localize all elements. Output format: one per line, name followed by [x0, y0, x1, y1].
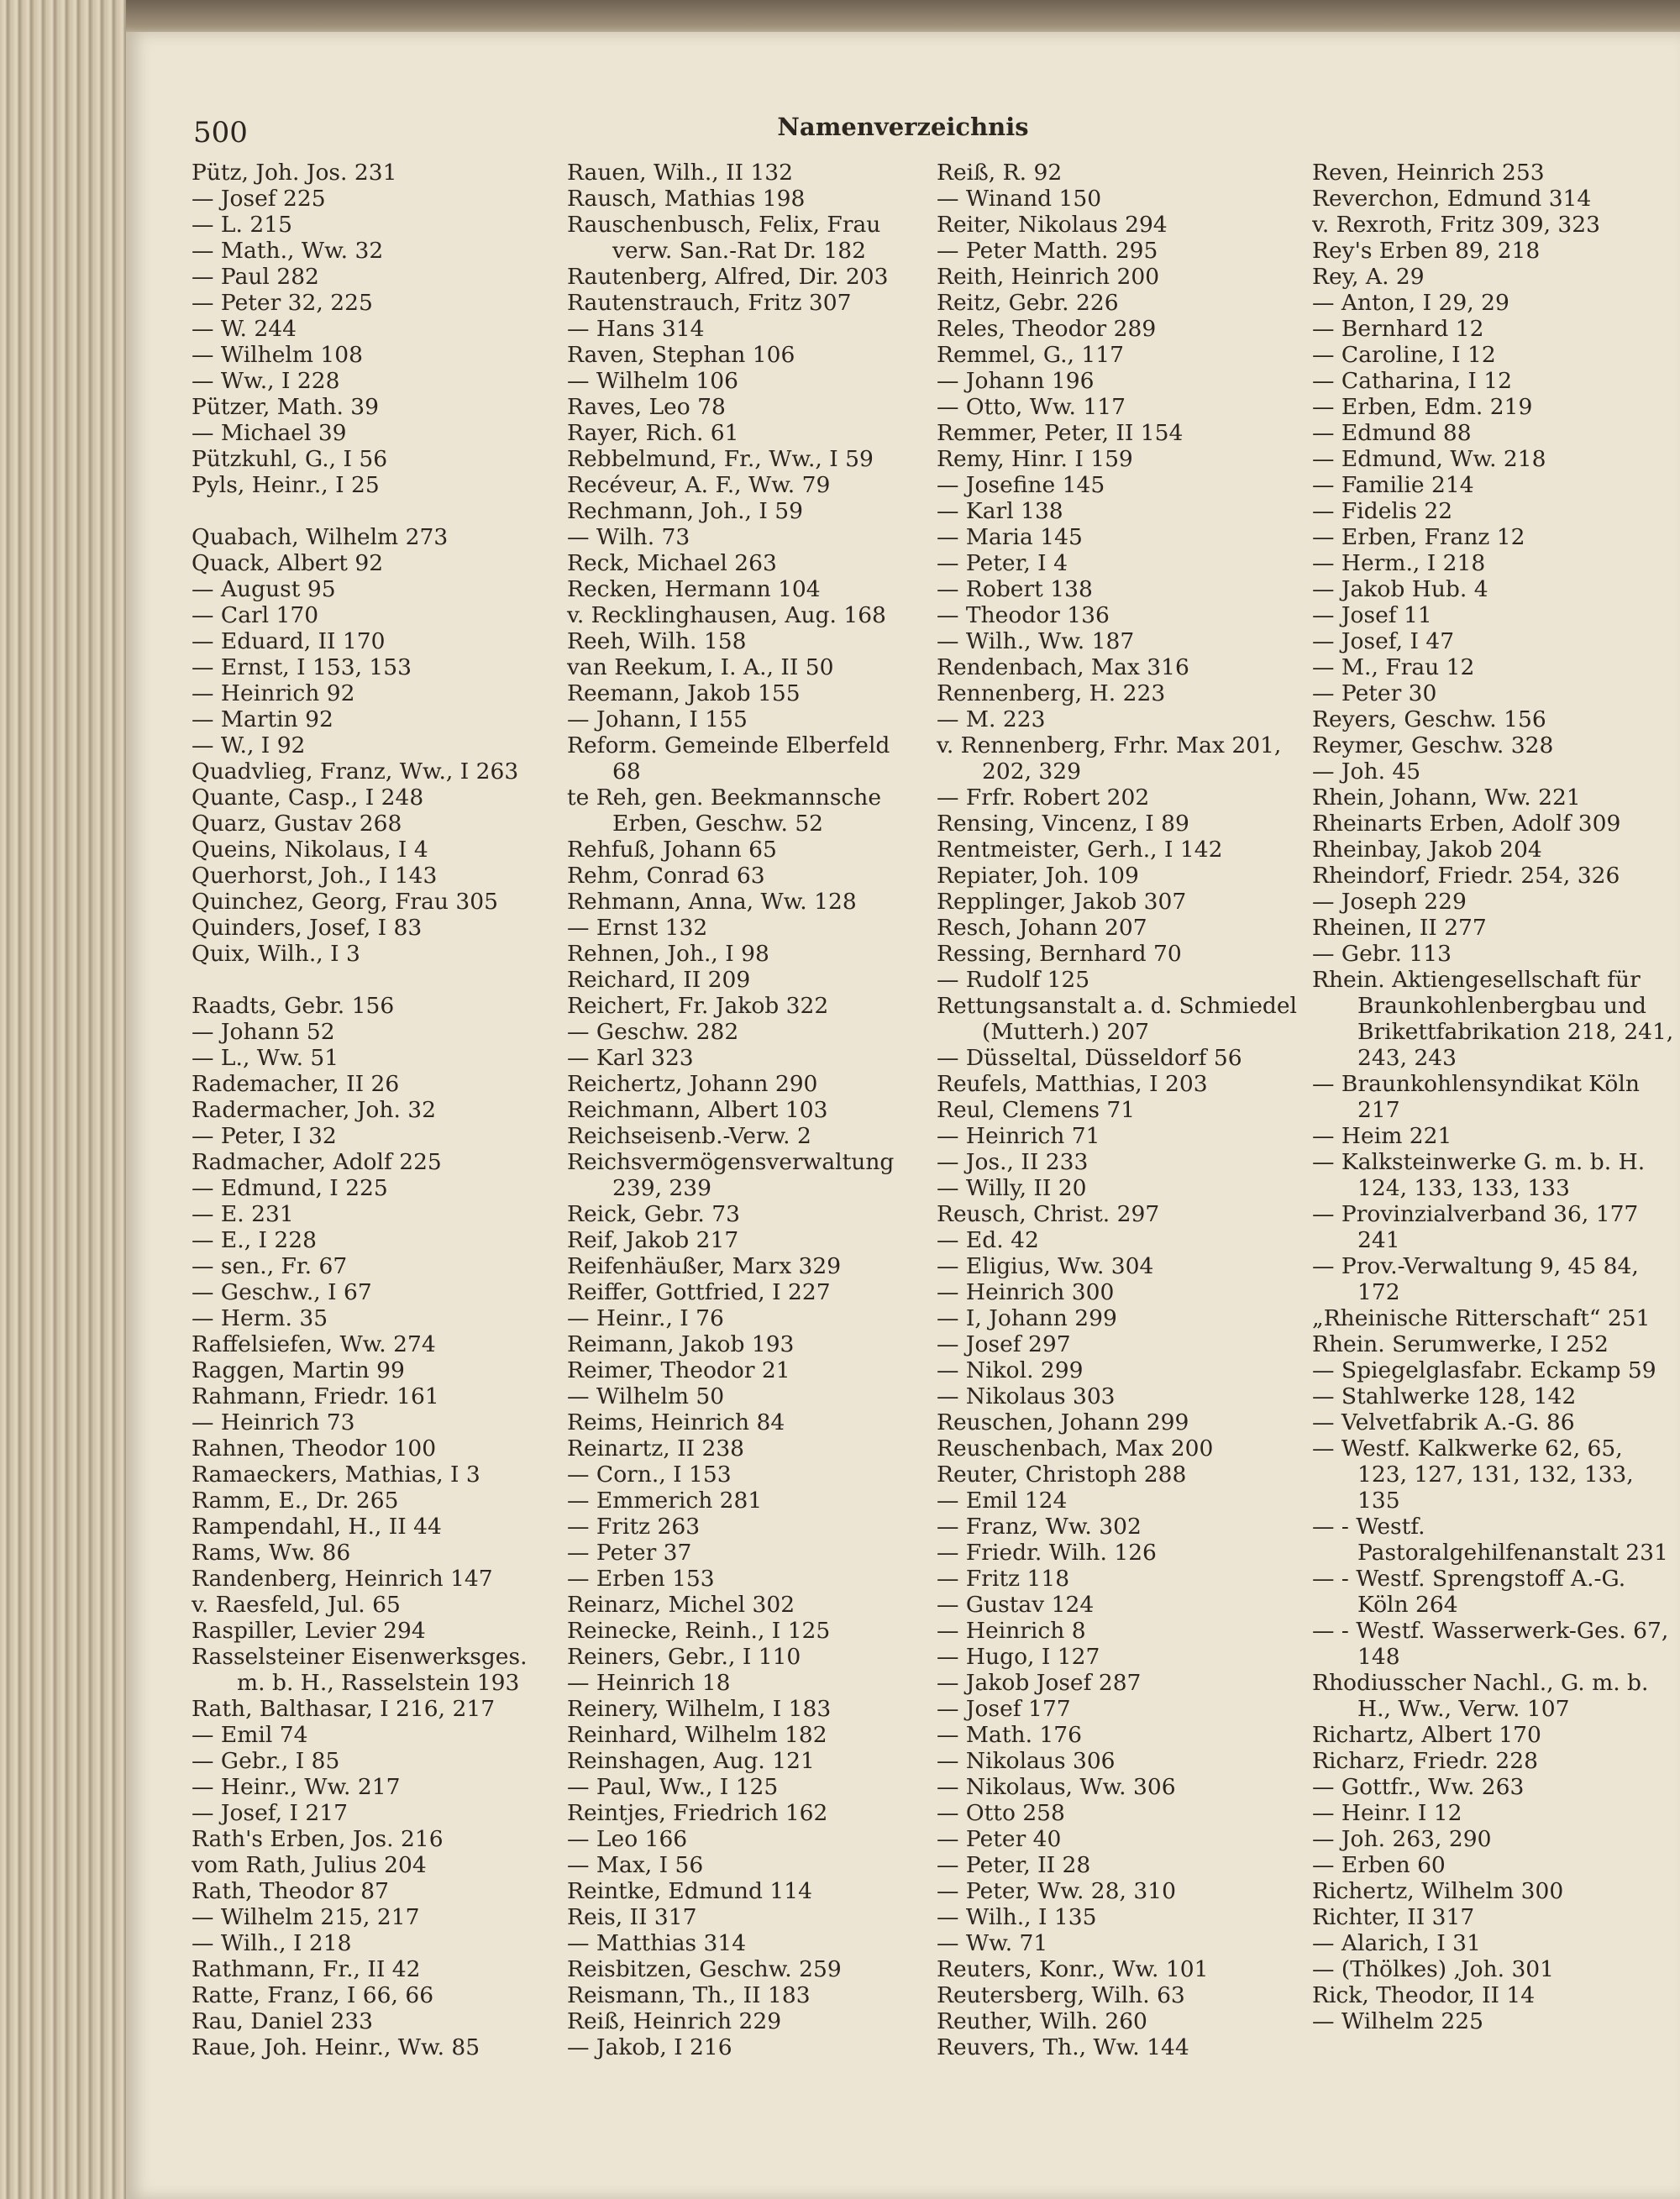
index-entry: — Johann 196	[937, 368, 1095, 394]
index-entry: — Karl 323	[567, 1045, 694, 1071]
index-entry: Reichseisenb.-Verw. 2	[567, 1123, 811, 1149]
index-entry: — Wilh., Ww. 187	[937, 628, 1135, 654]
index-entry: — Spiegelglasfabr. Eckamp 59	[1312, 1357, 1656, 1383]
index-entry: — Karl 138	[937, 498, 1063, 524]
index-entry: — Otto 258	[937, 1800, 1065, 1826]
index-entry: — Heinrich 18	[567, 1670, 731, 1696]
index-entry: Rasselsteiner Eisenwerksges. m. b. H., Rasselstein 193	[192, 1644, 528, 1696]
index-entry: Rheinen, II 277	[1312, 915, 1487, 941]
index-entry: — Fritz 263	[567, 1514, 701, 1540]
index-entry: — Prov.-Verwaltung 9, 45 84, 172	[1312, 1253, 1639, 1305]
index-entry: te Reh, gen. Beekmannsche Erben, Geschw. 52	[567, 785, 882, 837]
index-entry: Queins, Nikolaus, I 4	[192, 837, 428, 863]
index-entry: Reinarz, Michel 302	[567, 1592, 795, 1618]
index-entry: van Reekum, I. A., II 50	[567, 654, 834, 680]
index-entry: Quinders, Josef, I 83	[192, 915, 423, 941]
index-entry: v. Rexroth, Fritz 309, 323	[1312, 212, 1601, 238]
index-entry: Rehnen, Joh., I 98	[567, 941, 769, 967]
index-entry: Reinhard, Wilhelm 182	[567, 1722, 827, 1748]
index-entry: Richter, II 317	[1312, 1904, 1475, 1930]
index-entry: Resch, Johann 207	[937, 915, 1147, 941]
index-entry: — Willy, II 20	[937, 1175, 1087, 1201]
index-entry: Reinecke, Reinh., I 125	[567, 1618, 831, 1644]
index-entry: — Erben 60	[1312, 1852, 1446, 1878]
index-entry: Reck, Michael 263	[567, 550, 777, 576]
index-entry: Rautenberg, Alfred, Dir. 203	[567, 264, 889, 290]
index-entry: Pützer, Math. 39	[192, 394, 380, 420]
index-entry: vom Rath, Julius 204	[192, 1852, 427, 1878]
index-entry: — L., Ww. 51	[192, 1045, 339, 1071]
index-entry: Reeh, Wilh. 158	[567, 628, 747, 654]
index-entry: Querhorst, Joh., I 143	[192, 863, 438, 889]
index-entry: — Wilhelm 50	[567, 1383, 725, 1409]
index-entry: Reiß, R. 92	[937, 160, 1063, 186]
index-entry: — Heinrich 92	[192, 680, 355, 706]
index-entry: — Geschw. 282	[567, 1019, 739, 1045]
index-entry: Recken, Hermann 104	[567, 576, 821, 602]
index-entry: — Martin 92	[192, 706, 333, 732]
index-entry: — Gottfr., Ww. 263	[1312, 1774, 1525, 1800]
index-entry: Reinery, Wilhelm, I 183	[567, 1696, 832, 1722]
index-entry: „Rheinische Ritterschaft“ 251	[1312, 1305, 1651, 1331]
index-entry: Ressing, Bernhard 70	[937, 941, 1182, 967]
index-entry: Reuvers, Th., Ww. 144	[937, 2034, 1189, 2060]
index-entry: Reles, Theodor 289	[937, 316, 1157, 342]
index-entry: — Josefine 145	[937, 472, 1105, 498]
index-entry: Rhein. Aktiengesellschaft für Braunkohlenbergbau und Brikettfabrikation 218, 241, 243, 243	[1312, 967, 1674, 1071]
index-entry: — - Westf. Sprengstoff A.-G. Köln 264	[1312, 1566, 1626, 1618]
index-entry: Rebbelmund, Fr., Ww., I 59	[567, 446, 874, 472]
index-entry: — Peter, Ww. 28, 310	[937, 1878, 1176, 1904]
index-entry: Rautenstrauch, Fritz 307	[567, 290, 852, 316]
index-entry: Rhein, Johann, Ww. 221	[1312, 785, 1581, 811]
index-entry: Reimann, Jakob 193	[567, 1331, 795, 1357]
index-entry: Raggen, Martin 99	[192, 1357, 405, 1383]
index-entry: — L. 215	[192, 212, 292, 238]
index-entry: Rahmann, Friedr. 161	[192, 1383, 439, 1409]
index-entry: v. Raesfeld, Jul. 65	[192, 1592, 401, 1618]
index-entry: — Heinr. I 12	[1312, 1800, 1462, 1826]
index-entry: — Herm. 35	[192, 1305, 328, 1331]
index-entry: Quinchez, Georg, Frau 305	[192, 889, 498, 915]
book-page-edges	[0, 0, 126, 2199]
index-entry: — Josef, I 47	[1312, 628, 1455, 654]
index-entry: Rechmann, Joh., I 59	[567, 498, 803, 524]
index-entry: — Max, I 56	[567, 1852, 704, 1878]
index-entry: — Hans 314	[567, 316, 705, 342]
index-entry: Remmel, G., 117	[937, 342, 1124, 368]
index-entry: v. Rennenberg, Frhr. Max 201, 202, 329	[937, 732, 1282, 785]
index-entry: Raffelsiefen, Ww. 274	[192, 1331, 436, 1357]
index-entry: Raven, Stephan 106	[567, 342, 795, 368]
index-entry: — Nikolaus 306	[937, 1748, 1116, 1774]
index-entry: — sen., Fr. 67	[192, 1253, 348, 1279]
index-entry: Reif, Jakob 217	[567, 1227, 739, 1253]
index-entry: — Ww., I 228	[192, 368, 340, 394]
index-entry: Richertz, Wilhelm 300	[1312, 1878, 1564, 1904]
index-entry: — Düsseltal, Düsseldorf 56	[937, 1045, 1242, 1071]
index-entry: Quix, Wilh., I 3	[192, 941, 360, 967]
index-entry: — M. 223	[937, 706, 1046, 732]
index-entry: Reuschenbach, Max 200	[937, 1435, 1214, 1462]
index-entry: Rath's Erben, Jos. 216	[192, 1826, 444, 1852]
index-entry: Rettungsanstalt a. d. Schmiedel (Mutterh.) 207	[937, 993, 1298, 1045]
index-entry: — Herm., I 218	[1312, 550, 1486, 576]
index-entry: Reuters, Konr., Ww. 101	[937, 1956, 1209, 1982]
index-entry: — Maria 145	[937, 524, 1083, 550]
index-entry: Reiners, Gebr., I 110	[567, 1644, 801, 1670]
index-entry: — Geschw., I 67	[192, 1279, 372, 1305]
index-entry: — I, Johann 299	[937, 1305, 1117, 1331]
index-entry: — Leo 166	[567, 1826, 688, 1852]
index-entry: — Fritz 118	[937, 1566, 1070, 1592]
index-entry: Raue, Joh. Heinr., Ww. 85	[192, 2034, 480, 2060]
index-entry: — Heinrich 300	[937, 1279, 1115, 1305]
index-entry: — Fidelis 22	[1312, 498, 1453, 524]
index-entry: — Joh. 263, 290	[1312, 1826, 1492, 1852]
index-entry: — Heinr., Ww. 217	[192, 1774, 401, 1800]
index-entry: Randenberg, Heinrich 147	[192, 1566, 493, 1592]
index-entry: — Jakob Josef 287	[937, 1670, 1142, 1696]
index-entry: — Otto, Ww. 117	[937, 394, 1126, 420]
index-entry: — Edmund, I 225	[192, 1175, 388, 1201]
index-entry: Reimer, Theodor 21	[567, 1357, 790, 1383]
index-entry: — Franz, Ww. 302	[937, 1514, 1142, 1540]
index-entry: Reichmann, Albert 103	[567, 1097, 828, 1123]
index-entry: Richarz, Friedr. 228	[1312, 1748, 1538, 1774]
index-entry: Pyls, Heinr., I 25	[192, 472, 380, 498]
index-entry: — Heinrich 71	[937, 1123, 1100, 1149]
index-entry: Reismann, Th., II 183	[567, 1982, 811, 2008]
index-entry: Rhein. Serumwerke, I 252	[1312, 1331, 1609, 1357]
index-entry: Rahnen, Theodor 100	[192, 1435, 437, 1462]
index-entry: Ratte, Franz, I 66, 66	[192, 1982, 434, 2008]
index-entry: — Peter 30	[1312, 680, 1437, 706]
index-entry: — Alarich, I 31	[1312, 1930, 1481, 1956]
index-column-4	[1312, 160, 1675, 2034]
page-title: Namenverzeichnis	[777, 113, 1029, 141]
index-entry: Rau, Daniel 233	[192, 2008, 374, 2034]
index-entry: Quack, Albert 92	[192, 550, 384, 576]
index-entry: Rennenberg, H. 223	[937, 680, 1166, 706]
index-entry: Reichertz, Johann 290	[567, 1071, 818, 1097]
index-entry: — Math. 176	[937, 1722, 1083, 1748]
index-entry: — Peter, I 32	[192, 1123, 337, 1149]
index-entry: — Edmund, Ww. 218	[1312, 446, 1546, 472]
index-entry: Rick, Theodor, II 14	[1312, 1982, 1536, 2008]
index-entry: — Jakob Hub. 4	[1312, 576, 1488, 602]
index-entry: — Bernhard 12	[1312, 316, 1484, 342]
index-entry: Remmer, Peter, II 154	[937, 420, 1184, 446]
index-entry: — Nikolaus 303	[937, 1383, 1116, 1409]
index-entry: — Josef, I 217	[192, 1800, 348, 1826]
index-entry: Quabach, Wilhelm 273	[192, 524, 449, 550]
index-entry: Reymer, Geschw. 328	[1312, 732, 1554, 758]
index-entry: — Johann, I 155	[567, 706, 748, 732]
index-entry: — Edmund 88	[1312, 420, 1472, 446]
index-entry: — Ernst 132	[567, 915, 708, 941]
index-entry: — Wilhelm 225	[1312, 2008, 1484, 2034]
index-entry: — Wilh. 73	[567, 524, 690, 550]
index-entry: Reiß, Heinrich 229	[567, 2008, 782, 2034]
index-entry: — Josef 177	[937, 1696, 1071, 1722]
index-column-1	[192, 160, 544, 2060]
index-entry: — Paul, Ww., I 125	[567, 1774, 779, 1800]
index-entry: Rensing, Vincenz, I 89	[937, 811, 1189, 837]
index-entry: — Robert 138	[937, 576, 1093, 602]
index-entry: — Gebr., I 85	[192, 1748, 340, 1774]
index-entry: — Gebr. 113	[1312, 941, 1452, 967]
index-entry: Rauschenbusch, Felix, Frau verw. San.-Rat Dr. 182	[567, 212, 881, 264]
index-entry: Reifenhäußer, Marx 329	[567, 1253, 842, 1279]
index-entry: — Familie 214	[1312, 472, 1474, 498]
index-entry: Rhodiusscher Nachl., G. m. b. H., Ww., Verw. 107	[1312, 1670, 1649, 1722]
index-entry: Ramm, E., Dr. 265	[192, 1488, 399, 1514]
index-entry: — Erben 153	[567, 1566, 715, 1592]
index-entry: — Ernst, I 153, 153	[192, 654, 412, 680]
index-entry: Reuther, Wilh. 260	[937, 2008, 1147, 2034]
index-entry: — E., I 228	[192, 1227, 318, 1253]
index-entry: — Corn., I 153	[567, 1462, 732, 1488]
index-entry: — - Westf. Pastoralgehilfenanstalt 231	[1312, 1514, 1668, 1566]
index-entry: — W., I 92	[192, 732, 306, 758]
index-entry: — Ww. 71	[937, 1930, 1048, 1956]
index-entry: — Matthias 314	[567, 1930, 747, 1956]
index-entry: — Peter, I 4	[937, 550, 1068, 576]
index-entry: — Peter 32, 225	[192, 290, 373, 316]
index-entry: Rehmann, Anna, Ww. 128	[567, 889, 857, 915]
index-entry: Reis, II 317	[567, 1904, 697, 1930]
index-entry: — Wilh., I 135	[937, 1904, 1097, 1930]
index-entry: v. Recklinghausen, Aug. 168	[567, 602, 886, 628]
index-entry: — Emil 74	[192, 1722, 308, 1748]
index-entry: Reverchon, Edmund 314	[1312, 186, 1592, 212]
index-entry: — Caroline, I 12	[1312, 342, 1496, 368]
index-entry: — E. 231	[192, 1201, 294, 1227]
index-entry: — Kalksteinwerke G. m. b. H. 124, 133, 133, 133	[1312, 1149, 1646, 1201]
index-entry: — Emil 124	[937, 1488, 1068, 1514]
index-entry: Reichard, II 209	[567, 967, 751, 993]
index-entry: Pützkuhl, G., I 56	[192, 446, 388, 472]
index-entry: Remy, Hinr. I 159	[937, 446, 1133, 472]
index-entry: — Josef 11	[1312, 602, 1432, 628]
index-entry: Rausch, Mathias 198	[567, 186, 806, 212]
index-entry: Reick, Gebr. 73	[567, 1201, 740, 1227]
index-entry: — Winand 150	[937, 186, 1102, 212]
index-entry: — Michael 39	[192, 420, 347, 446]
index-entry: — Peter 40	[937, 1826, 1062, 1852]
index-entry: Reinshagen, Aug. 121	[567, 1748, 815, 1774]
index-entry: — Velvetfabrik A.-G. 86	[1312, 1409, 1575, 1435]
index-entry: — Heinrich 73	[192, 1409, 355, 1435]
index-entry: Rath, Theodor 87	[192, 1878, 390, 1904]
index-entry: Reven, Heinrich 253	[1312, 160, 1545, 186]
index-entry: — Provinzialverband 36, 177 241	[1312, 1201, 1639, 1253]
index-entry: Richartz, Albert 170	[1312, 1722, 1541, 1748]
index-entry: — Math., Ww. 32	[192, 238, 384, 264]
index-entry: — Anton, I 29, 29	[1312, 290, 1509, 316]
index-entry: — Friedr. Wilh. 126	[937, 1540, 1157, 1566]
index-entry: Reichert, Fr. Jakob 322	[567, 993, 829, 1019]
index-entry: Reith, Heinrich 200	[937, 264, 1160, 290]
index-entry: Reinartz, II 238	[567, 1435, 745, 1462]
index-entry: — Wilhelm 106	[567, 368, 739, 394]
index-entry: Repiater, Joh. 109	[937, 863, 1139, 889]
index-entry: Reitz, Gebr. 226	[937, 290, 1119, 316]
index-entry: Rey, A. 29	[1312, 264, 1425, 290]
index-entry: Quadvlieg, Franz, Ww., I 263	[192, 758, 519, 785]
index-entry: Reyers, Geschw. 156	[1312, 706, 1546, 732]
index-entry: — Peter, II 28	[937, 1852, 1091, 1878]
index-entry: Recéveur, A. F., Ww. 79	[567, 472, 831, 498]
index-entry: Reintke, Edmund 114	[567, 1878, 812, 1904]
index-entry: Rehm, Conrad 63	[567, 863, 765, 889]
index-entry: Rams, Ww. 86	[192, 1540, 351, 1566]
index-entry: — - Westf. Wasserwerk-Ges. 67, 148	[1312, 1618, 1669, 1670]
index-entry: — Peter Matth. 295	[937, 238, 1158, 264]
index-entry: — Emmerich 281	[567, 1488, 763, 1514]
index-entry: — Josef 225	[192, 186, 326, 212]
index-entry: — Paul 282	[192, 264, 319, 290]
index-entry: — Jakob, I 216	[567, 2034, 732, 2060]
index-entry: Rehfuß, Johann 65	[567, 837, 777, 863]
index-entry: Rentmeister, Gerh., I 142	[937, 837, 1223, 863]
index-entry: — Eduard, II 170	[192, 628, 386, 654]
index-entry: — Westf. Kalkwerke 62, 65, 123, 127, 131, 132, 133, 135	[1312, 1435, 1634, 1514]
section-gap	[192, 498, 544, 524]
index-entry: Rathmann, Fr., II 42	[192, 1956, 421, 1982]
index-entry: Rath, Balthasar, I 216, 217	[192, 1696, 496, 1722]
index-entry: — Peter 37	[567, 1540, 692, 1566]
index-entry: — Johann 52	[192, 1019, 335, 1045]
index-entry: — Jos., II 233	[937, 1149, 1089, 1175]
index-entry: — Erben, Edm. 219	[1312, 394, 1533, 420]
index-entry: Quarz, Gustav 268	[192, 811, 402, 837]
index-entry: — Nikolaus, Ww. 306	[937, 1774, 1176, 1800]
index-entry: — Frfr. Robert 202	[937, 785, 1150, 811]
index-entry: Reusch, Christ. 297	[937, 1201, 1160, 1227]
index-entry: — August 95	[192, 576, 336, 602]
index-entry: Reemann, Jakob 155	[567, 680, 801, 706]
index-column-3	[937, 160, 1298, 2060]
index-entry: — M., Frau 12	[1312, 654, 1475, 680]
index-entry: Ramaeckers, Mathias, I 3	[192, 1462, 480, 1488]
index-entry: — Joseph 229	[1312, 889, 1467, 915]
index-entry: Reims, Heinrich 84	[567, 1409, 785, 1435]
book-page	[126, 32, 1680, 2199]
index-entry: Rey's Erben 89, 218	[1312, 238, 1541, 264]
index-entry: Reform. Gemeinde Elberfeld 68	[567, 732, 890, 785]
index-entry: — Heinrich 8	[937, 1618, 1086, 1644]
index-entry: Radermacher, Joh. 32	[192, 1097, 437, 1123]
index-entry: — Heim 221	[1312, 1123, 1452, 1149]
index-entry: — Carl 170	[192, 602, 319, 628]
index-entry: Raspiller, Levier 294	[192, 1618, 426, 1644]
index-entry: — Hugo, I 127	[937, 1644, 1100, 1670]
index-entry: — Catharina, I 12	[1312, 368, 1512, 394]
index-entry: Rauen, Wilh., II 132	[567, 160, 794, 186]
index-entry: — Josef 297	[937, 1331, 1071, 1357]
index-entry: — Joh. 45	[1312, 758, 1421, 785]
index-entry: — (Thölkes) ,Joh. 301	[1312, 1956, 1555, 1982]
index-entry: Reul, Clemens 71	[937, 1097, 1136, 1123]
index-entry: Rheinbay, Jakob 204	[1312, 837, 1542, 863]
section-gap	[192, 967, 544, 993]
index-entry: Rampendahl, H., II 44	[192, 1514, 442, 1540]
index-entry: Reiffer, Gottfried, I 227	[567, 1279, 831, 1305]
index-entry: — Eligius, Ww. 304	[937, 1253, 1154, 1279]
index-entry: Rayer, Rich. 61	[567, 420, 739, 446]
index-entry: — Heinr., I 76	[567, 1305, 724, 1331]
index-entry: Quante, Casp., I 248	[192, 785, 424, 811]
index-entry: — Wilhelm 108	[192, 342, 364, 368]
index-entry: Reiter, Nikolaus 294	[937, 212, 1168, 238]
index-column-2	[567, 160, 920, 2060]
index-entry: Rheindorf, Friedr. 254, 326	[1312, 863, 1620, 889]
index-entry: Raadts, Gebr. 156	[192, 993, 395, 1019]
index-entry: — Stahlwerke 128, 142	[1312, 1383, 1577, 1409]
index-entry: Rheinarts Erben, Adolf 309	[1312, 811, 1621, 837]
index-entry: Reufels, Matthias, I 203	[937, 1071, 1208, 1097]
index-entry: Reuschen, Johann 299	[937, 1409, 1189, 1435]
index-entry: Repplinger, Jakob 307	[937, 889, 1187, 915]
index-entry: Radmacher, Adolf 225	[192, 1149, 442, 1175]
index-entry: Rademacher, II 26	[192, 1071, 400, 1097]
page-number: 500	[193, 116, 248, 150]
index-entry: Reutersberg, Wilh. 63	[937, 1982, 1185, 2008]
index-entry: Reintjes, Friedrich 162	[567, 1800, 828, 1826]
index-entry: — Rudolf 125	[937, 967, 1090, 993]
index-entry: — Theodor 136	[937, 602, 1110, 628]
index-entry: — Braunkohlensyndikat Köln 217	[1312, 1071, 1640, 1123]
index-entry: Reichsvermögensverwaltung 239, 239	[567, 1149, 895, 1201]
index-entry: Rendenbach, Max 316	[937, 654, 1189, 680]
index-entry: Pütz, Joh. Jos. 231	[192, 160, 397, 186]
index-entry: Reuter, Christoph 288	[937, 1462, 1187, 1488]
index-entry: — Ed. 42	[937, 1227, 1039, 1253]
index-entry: Raves, Leo 78	[567, 394, 726, 420]
index-entry: — Wilhelm 215, 217	[192, 1904, 420, 1930]
index-entry: Reisbitzen, Geschw. 259	[567, 1956, 842, 1982]
index-entry: — Erben, Franz 12	[1312, 524, 1525, 550]
index-entry: — Gustav 124	[937, 1592, 1095, 1618]
index-entry: — Nikol. 299	[937, 1357, 1084, 1383]
index-entry: — Wilh., I 218	[192, 1930, 352, 1956]
index-entry: — W. 244	[192, 316, 297, 342]
